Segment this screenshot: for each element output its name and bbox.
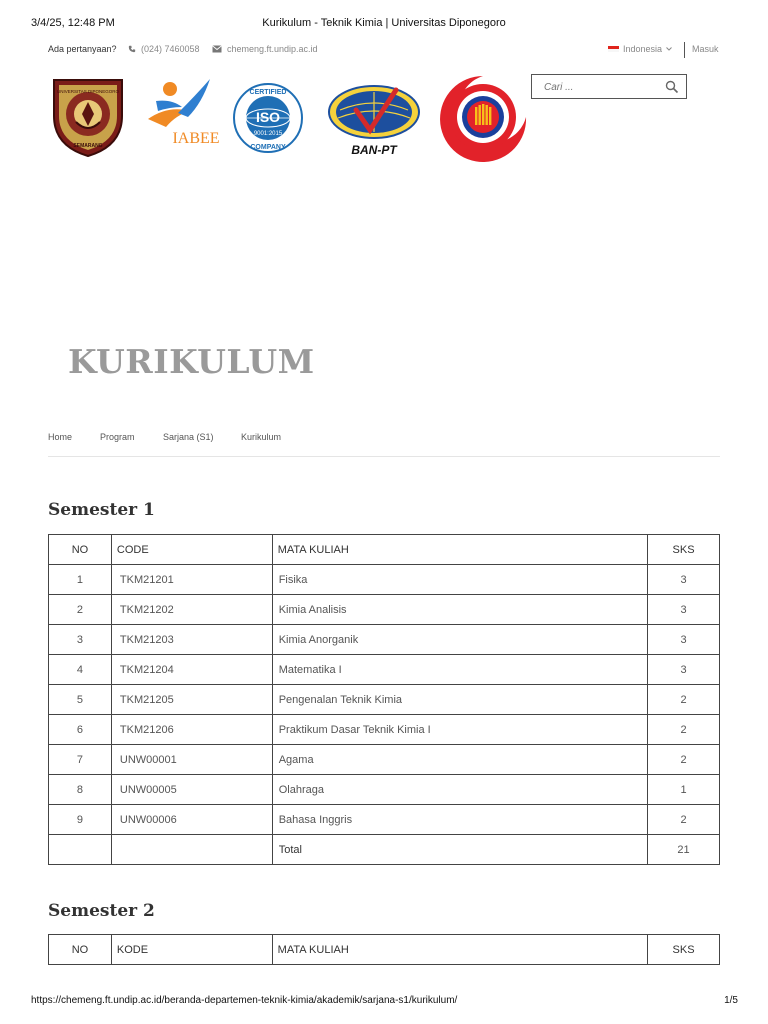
iso-logo-mid-text: ISO (255, 109, 281, 125)
breadcrumb-program[interactable]: Program (100, 432, 135, 442)
topbar-divider (684, 42, 685, 58)
banpt-logo-text: BAN-PT (351, 143, 397, 157)
column-header-sks: SKS (648, 535, 720, 565)
row-number: 3 (49, 625, 112, 655)
undip-logo-bottom-text: SEMARANG (73, 143, 103, 149)
iso-logo-number-text: 9001:2015 (253, 131, 283, 137)
sks-value: 1 (648, 775, 720, 805)
table-row (49, 775, 720, 805)
print-page-title: Kurikulum - Teknik Kimia | Universitas Diponegoro (262, 17, 506, 29)
sks-value: 3 (648, 625, 720, 655)
email-link[interactable] (212, 44, 318, 54)
course-name: Matematika I (272, 655, 647, 685)
table-row (49, 595, 720, 625)
email-address: chemeng.ft.undip.ac.id (227, 44, 318, 54)
course-name: Kimia Analisis (272, 595, 647, 625)
course-code: TKM21202 (111, 595, 272, 625)
total-row (49, 835, 720, 865)
undip-logo-top-text: UNIVERSITAS DIPONEGORO (57, 89, 119, 94)
row-number: 2 (49, 595, 112, 625)
total-empty-no (49, 835, 112, 865)
sks-value: 2 (648, 715, 720, 745)
table-row (49, 625, 720, 655)
login-link[interactable]: Masuk (692, 44, 719, 54)
undip-logo[interactable] (50, 76, 126, 158)
row-number: 5 (49, 685, 112, 715)
semester-2-title: Semester 2 (48, 901, 155, 921)
total-sks-value: 21 (648, 835, 720, 865)
table-row (49, 655, 720, 685)
course-name: Bahasa Inggris (272, 805, 647, 835)
table-row (49, 565, 720, 595)
semester-1-table (48, 534, 720, 865)
course-name: Kimia Anorganik (272, 625, 647, 655)
course-name: Praktikum Dasar Teknik Kimia I (272, 715, 647, 745)
breadcrumb-kurikulum: Kurikulum (241, 432, 282, 442)
course-name: Agama (272, 745, 647, 775)
sks-value: 2 (648, 685, 720, 715)
total-label: Total (272, 835, 647, 865)
chevron-down-icon (666, 47, 672, 51)
search-box (531, 74, 687, 99)
column-header-code: CODE (111, 535, 272, 565)
phone-icon (128, 45, 136, 53)
column-header-course: MATA KULIAH (272, 535, 647, 565)
iso-logo-bottom-text: COMPANY (250, 144, 286, 151)
table-header-row (49, 535, 720, 565)
row-number: 1 (49, 565, 112, 595)
course-code: TKM21201 (111, 565, 272, 595)
row-number: 4 (49, 655, 112, 685)
language-selector[interactable] (608, 44, 672, 54)
course-code: UNW00006 (111, 805, 272, 835)
search-icon[interactable] (665, 80, 679, 94)
column-header-no: NO (49, 935, 112, 965)
table-row (49, 685, 720, 715)
semester-2-table (48, 934, 720, 965)
phone-link[interactable] (128, 44, 200, 54)
iabee-logo[interactable] (138, 77, 224, 149)
phone-number: (024) 7460058 (141, 44, 200, 54)
course-code: UNW00005 (111, 775, 272, 805)
sks-value: 2 (648, 745, 720, 775)
language-label: Indonesia (623, 44, 663, 54)
column-header-no: NO (49, 535, 112, 565)
course-code: TKM21204 (111, 655, 272, 685)
table-row (49, 715, 720, 745)
row-number: 6 (49, 715, 112, 745)
table-row (49, 805, 720, 835)
course-code: TKM21206 (111, 715, 272, 745)
total-empty-code (111, 835, 272, 865)
print-url: https://chemeng.ft.undip.ac.id/beranda-departemen-teknik-kimia/akademik/sarjana-s1/kurikulum/ (31, 995, 458, 1006)
row-number: 7 (49, 745, 112, 775)
course-code: TKM21205 (111, 685, 272, 715)
column-header-sks: SKS (648, 935, 720, 965)
row-number: 9 (49, 805, 112, 835)
sks-value: 3 (648, 565, 720, 595)
breadcrumb-home[interactable]: Home (48, 432, 73, 442)
column-header-course: MATA KULIAH (272, 935, 647, 965)
question-label: Ada pertanyaan? (48, 44, 117, 54)
top-bar (48, 44, 728, 58)
print-page-number: 1/5 (724, 995, 738, 1006)
asean-logo[interactable] (436, 72, 530, 162)
sks-value: 3 (648, 655, 720, 685)
iabee-logo-text: IABEE (172, 130, 220, 147)
table-header-row (49, 935, 720, 965)
table-row (49, 745, 720, 775)
iso-certified-logo[interactable] (231, 82, 305, 154)
sks-value: 3 (648, 595, 720, 625)
breadcrumb-divider (48, 456, 720, 457)
banpt-logo[interactable] (326, 82, 422, 158)
print-datetime: 3/4/25, 12:48 PM (31, 17, 115, 29)
course-code: UNW00001 (111, 745, 272, 775)
indonesia-flag-icon (608, 46, 619, 52)
envelope-icon (212, 45, 222, 53)
course-code: TKM21203 (111, 625, 272, 655)
breadcrumb-sarjana[interactable]: Sarjana (S1) (163, 432, 214, 442)
row-number: 8 (49, 775, 112, 805)
semester-1-title: Semester 1 (48, 500, 155, 520)
course-name: Olahraga (272, 775, 647, 805)
iso-logo-top-text: CERTIFIED (249, 89, 287, 96)
page-title: KURIKULUM (68, 342, 315, 381)
course-name: Fisika (272, 565, 647, 595)
search-input[interactable] (544, 79, 660, 95)
course-name: Pengenalan Teknik Kimia (272, 685, 647, 715)
sks-value: 2 (648, 805, 720, 835)
column-header-code: KODE (111, 935, 272, 965)
